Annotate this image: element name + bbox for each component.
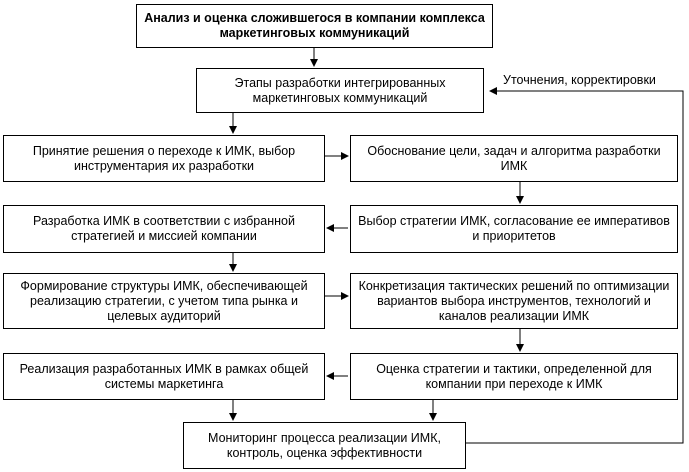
feedback-label: Уточнения, корректировки xyxy=(503,73,656,87)
box-tactics: Конкретизация тактических решений по оптимизации вариантов выбора инструментов, технологий и каналов реализации ИМК xyxy=(350,273,678,329)
box-analysis: Анализ и оценка сложившегося в компании комплекса маркетинговых коммуникаций xyxy=(136,4,493,48)
box-decision: Принятие решения о переходе к ИМК, выбор инструментария их разработки xyxy=(3,135,325,182)
box-structure: Формирование структуры ИМК, обеспечивающей реализацию стратегии, с учетом типа рынка и целевых аудиторий xyxy=(3,273,325,329)
box-stages: Этапы разработки интегрированных маркетинговых коммуникаций xyxy=(196,68,484,113)
box-evaluation: Оценка стратегии и тактики, определенной для компании при переходе к ИМК xyxy=(350,353,678,400)
box-monitoring: Мониторинг процесса реализации ИМК, контроль, оценка эффективности xyxy=(183,422,466,469)
box-development: Разработка ИМК в соответствии с избранной стратегией и миссией компании xyxy=(3,205,325,253)
box-goals: Обоснование цели, задач и алгоритма разработки ИМК xyxy=(350,135,678,182)
box-implementation: Реализация разработанных ИМК в рамках общей системы маркетинга xyxy=(3,353,325,400)
box-strategy-choice: Выбор стратегии ИМК, согласование ее императивов и приоритетов xyxy=(350,205,678,253)
